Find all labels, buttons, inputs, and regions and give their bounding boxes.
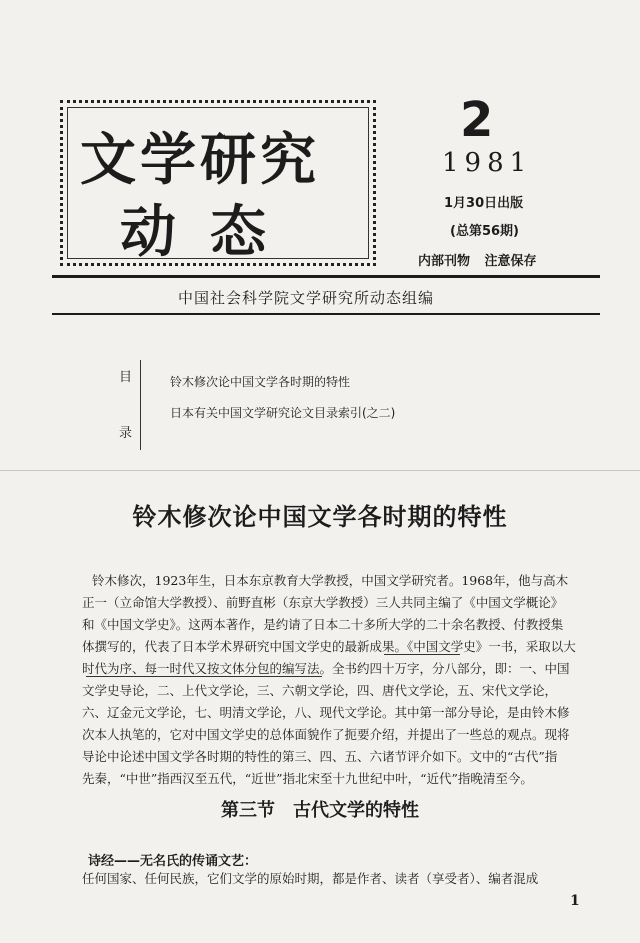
internal-notice: 内部刊物 注意保存 — [418, 254, 537, 269]
issue-number: 2 — [460, 92, 494, 148]
article-line: 时代为序、每一时代又按文体分包的编写法。全书约四十万字，分八部分，即：一、中国 — [82, 661, 570, 676]
article-line: 导论中论述中国文学各时期的特性的第三、四、五、六诸节评介如下。文中的“古代”指 — [82, 749, 558, 764]
article-line: 文学史导论，二、上代文学论，三、六朝文学论，四、唐代文学论，五、宋代文学论， — [82, 683, 558, 698]
total-issue-number: (总第56期) — [450, 224, 519, 239]
article-line: 次本人执笔的，它对中国文学史的总体面貌作了扼要介绍，并提出了一些总的观点。现将 — [82, 727, 570, 742]
toc-label-mu: 目 — [119, 370, 133, 385]
publication-year: 1981 — [442, 148, 533, 178]
article-line: 和《中国文学史》。这两本著作，是约请了日本二十多所大学的二十余名教授、付教授集 — [82, 617, 564, 632]
publisher-line: 中国社会科学院文学研究所动态组编 — [178, 289, 435, 307]
masthead-title-line1: 文学研究 — [80, 128, 320, 193]
article-line: 先秦，“中世”指西汉至五代，“近世”指北宋至十九世纪中叶，“近代”指晚清至今。 — [82, 771, 533, 786]
masthead-bottom-rule — [52, 313, 600, 315]
article-line: 任何国家、任何民族，它们文学的原始时期，都是作者、读者（享受者）、编者混成 — [82, 871, 539, 886]
pen-underline-mark — [86, 676, 322, 677]
section-subhead: 诗经——无名氏的传诵文艺： — [88, 854, 258, 869]
pen-underline-mark — [384, 654, 460, 655]
article-line: 铃木修次，1923年生，日本东京教育大学教授，中国文学研究者。1968年，他与高木 — [92, 573, 569, 588]
page-fold-line — [0, 470, 640, 471]
toc-divider — [140, 360, 141, 450]
article-title: 铃木修次论中国文学各时期的特性 — [132, 503, 508, 531]
masthead-top-rule — [52, 275, 600, 278]
publication-date: 1月30日出版 — [444, 196, 524, 211]
page-number: 1 — [570, 893, 580, 909]
toc-label-lu: 录 — [119, 426, 133, 441]
masthead-title-line2: 动态 — [120, 200, 300, 265]
section-title: 第三节 古代文学的特性 — [221, 800, 419, 821]
article-line: 体撰写的，代表了日本学术界研究中国文学史的最新成果。《中国文学史》一书，采取以大 — [82, 639, 576, 654]
toc-item: 铃木修次论中国文学各时期的特性 — [170, 375, 351, 389]
toc-item: 日本有关中国文学研究论文目录索引(之二) — [170, 406, 396, 420]
article-line: 六、辽金元文学论，七、明清文学论，八、现代文学论。其中第一部分导论，是由铃木修 — [82, 705, 570, 720]
article-line: 正一（立命馆大学教授）、前野直彬（东京大学教授）三人共同主编了《中国文学概论》 — [82, 595, 564, 610]
